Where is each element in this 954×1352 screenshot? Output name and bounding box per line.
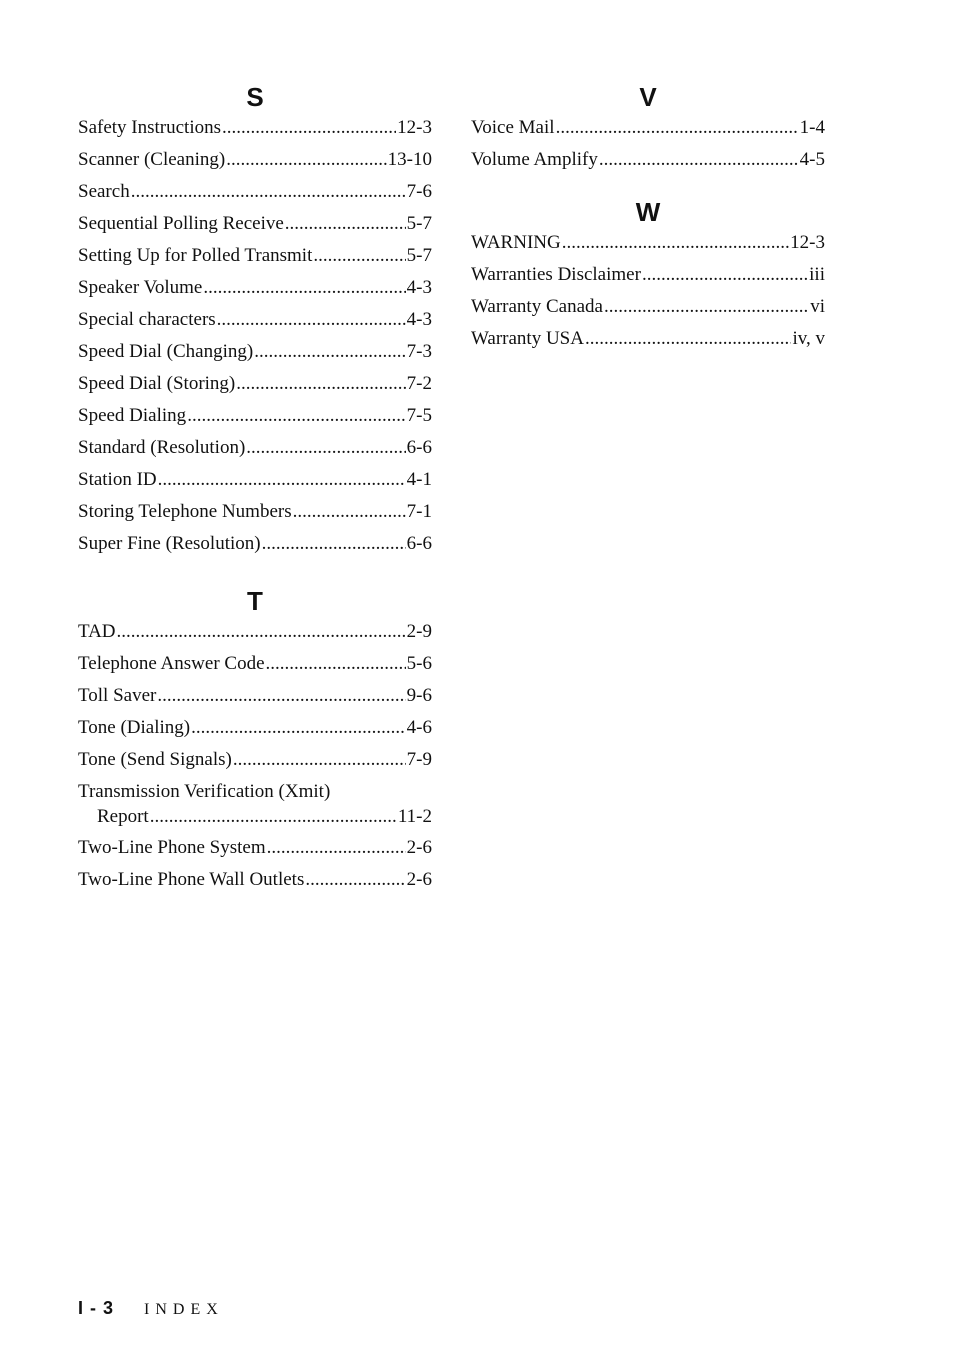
- index-entry: [78, 404, 432, 428]
- leader-dots: [604, 295, 809, 319]
- entry-page: 2-9: [406, 621, 432, 642]
- entry-page: 11-2: [397, 806, 432, 827]
- index-entry: [78, 276, 432, 300]
- entry-page: 2-6: [406, 869, 432, 890]
- leader-dots: [266, 652, 406, 676]
- entry-page: iv, v: [792, 328, 825, 349]
- entry-page: 12-3: [790, 232, 825, 253]
- leader-dots: [556, 116, 799, 140]
- index-column-right: [471, 78, 825, 377]
- index-entry: [78, 148, 432, 172]
- entry-page: 7-1: [406, 501, 432, 522]
- leader-dots: [150, 805, 397, 829]
- entry-page: 4-6: [406, 717, 432, 738]
- index-entry: [78, 212, 432, 236]
- entry-term: Sequential Polling Receive: [78, 213, 284, 234]
- index-entry: [78, 180, 432, 204]
- index-entry: [78, 340, 432, 364]
- page-footer: [78, 1298, 224, 1319]
- entry-term: Warranty Canada: [471, 296, 603, 317]
- index-entry: [78, 244, 432, 268]
- entry-page: 4-3: [406, 277, 432, 298]
- entry-term: Volume Amplify: [471, 149, 598, 170]
- entry-term: Search: [78, 181, 130, 202]
- leader-dots: [642, 263, 808, 287]
- index-entry: [471, 263, 825, 287]
- entry-page: 4-1: [406, 469, 432, 490]
- entry-term: Speaker Volume: [78, 277, 203, 298]
- leader-dots: [157, 684, 405, 708]
- entry-term: Telephone Answer Code: [78, 653, 265, 674]
- leader-dots: [246, 436, 405, 460]
- entry-term: Storing Telephone Numbers: [78, 501, 292, 522]
- entry-page: 2-6: [406, 837, 432, 858]
- entry-term: WARNING: [471, 232, 561, 253]
- entry-term: Transmission Verification (Xmit): [78, 781, 331, 802]
- leader-dots: [203, 276, 405, 300]
- leader-dots: [131, 180, 406, 204]
- entry-term: Station ID: [78, 469, 157, 490]
- index-section-s: [78, 78, 432, 556]
- index-entry: [78, 836, 432, 860]
- index-section-v: [471, 78, 825, 172]
- index-section-t: [78, 582, 432, 892]
- entry-page: 7-3: [406, 341, 432, 362]
- leader-dots: [254, 340, 405, 364]
- leader-dots: [562, 231, 789, 255]
- entry-page: 7-2: [406, 373, 432, 394]
- leader-dots: [585, 327, 791, 351]
- entry-term: Speed Dialing: [78, 405, 187, 426]
- entry-term: Standard (Resolution): [78, 437, 246, 458]
- entry-term: Two-Line Phone System: [78, 837, 266, 858]
- index-entry: [78, 436, 432, 460]
- entry-page: vi: [810, 296, 825, 317]
- index-entry: [78, 500, 432, 524]
- entry-term: Tone (Dialing): [78, 717, 191, 738]
- entry-term: Speed Dial (Changing): [78, 341, 254, 362]
- entry-term: Toll Saver: [78, 685, 157, 706]
- index-column-left: [78, 78, 432, 918]
- section-letter-v: V: [639, 82, 657, 112]
- leader-dots: [226, 148, 386, 172]
- entry-term-continuation: Report: [97, 806, 149, 827]
- index-entry: [78, 116, 432, 140]
- entry-term: Voice Mail: [471, 117, 555, 138]
- index-entry: [471, 327, 825, 351]
- index-entry: [471, 148, 825, 172]
- index-entry: [78, 468, 432, 492]
- entry-term: TAD: [78, 621, 116, 642]
- page-number: I - 3: [78, 1298, 115, 1318]
- index-entry: [78, 372, 432, 396]
- leader-dots: [262, 532, 406, 556]
- leader-dots: [305, 868, 405, 892]
- entry-term: Two-Line Phone Wall Outlets: [78, 869, 305, 890]
- entry-term: Special characters: [78, 309, 216, 330]
- leader-dots: [191, 716, 406, 740]
- index-entry: [78, 868, 432, 892]
- index-entry: [78, 748, 432, 772]
- entry-term: Super Fine (Resolution): [78, 533, 261, 554]
- index-entry: [471, 116, 825, 140]
- footer-section-label: INDEX: [144, 1301, 224, 1318]
- index-entry: [471, 231, 825, 255]
- leader-dots: [285, 212, 406, 236]
- entry-page: 5-7: [406, 213, 432, 234]
- entry-page: 7-6: [406, 181, 432, 202]
- leader-dots: [222, 116, 396, 140]
- entry-term: Warranty USA: [471, 328, 584, 349]
- leader-dots: [599, 148, 799, 172]
- entry-page: 9-6: [406, 685, 432, 706]
- index-entry: [78, 532, 432, 556]
- index-entry: [471, 295, 825, 319]
- index-section-w: [471, 193, 825, 351]
- entry-term: Safety Instructions: [78, 117, 222, 138]
- entry-page: 13-10: [387, 149, 432, 170]
- leader-dots: [293, 500, 406, 524]
- entry-page: 4-3: [406, 309, 432, 330]
- index-entry: [78, 716, 432, 740]
- entry-term: Scanner (Cleaning): [78, 149, 226, 170]
- entry-term: Tone (Send Signals): [78, 749, 232, 770]
- entry-page: 6-6: [406, 533, 432, 554]
- leader-dots: [217, 308, 406, 332]
- leader-dots: [233, 748, 406, 772]
- entry-page: 6-6: [406, 437, 432, 458]
- index-entry: [78, 308, 432, 332]
- leader-dots: [158, 468, 406, 492]
- leader-dots: [117, 620, 406, 644]
- entry-page: iii: [809, 264, 825, 285]
- entry-term: Speed Dial (Storing): [78, 373, 236, 394]
- leader-dots: [313, 244, 405, 268]
- section-letter-s: S: [246, 82, 264, 112]
- index-entry: [78, 780, 432, 829]
- entry-page: 1-4: [799, 117, 825, 138]
- entry-page: 4-5: [799, 149, 825, 170]
- leader-dots: [236, 372, 405, 396]
- section-letter-t: T: [247, 586, 263, 616]
- entry-page: 5-7: [406, 245, 432, 266]
- leader-dots: [187, 404, 405, 428]
- entry-page: 12-3: [397, 117, 432, 138]
- index-entry: [78, 652, 432, 676]
- entry-term: Setting Up for Polled Transmit: [78, 245, 313, 266]
- entry-continuation-line: [78, 805, 432, 829]
- index-entry: [78, 620, 432, 644]
- entry-page: 7-5: [406, 405, 432, 426]
- section-letter-w: W: [635, 197, 661, 227]
- entry-page: 5-6: [406, 653, 432, 674]
- leader-dots: [267, 836, 406, 860]
- index-entry: [78, 684, 432, 708]
- entry-page: 7-9: [406, 749, 432, 770]
- entry-term: Warranties Disclaimer: [471, 264, 641, 285]
